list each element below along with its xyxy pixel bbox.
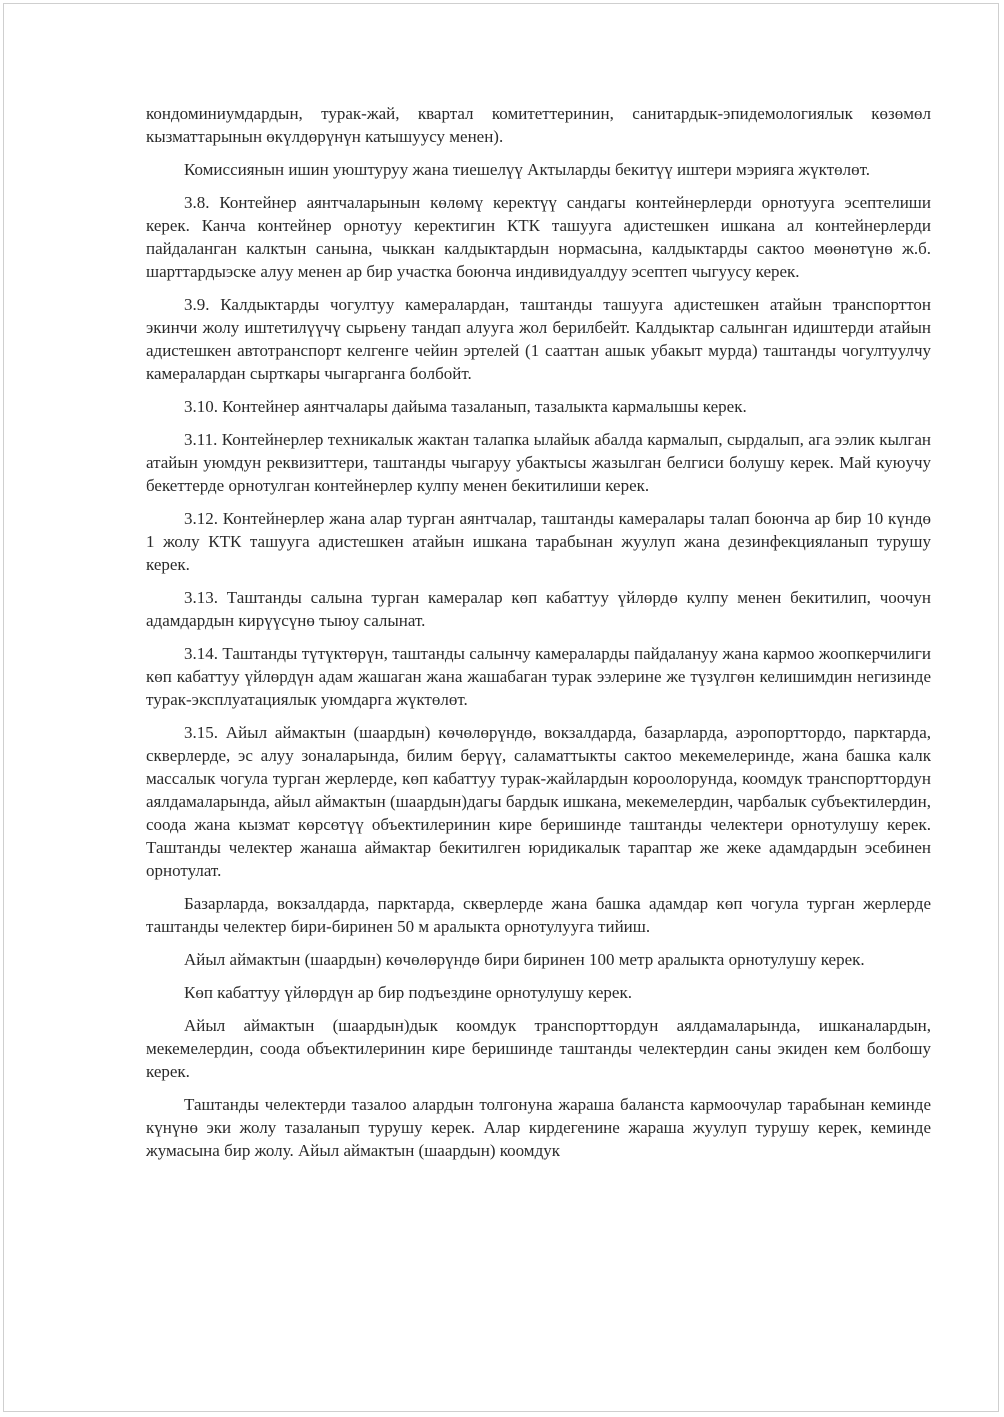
paragraph-3-9: 3.9. Калдыктарды чогултуу камералардан, таштанды ташууга адистешкен атайын транспорттон экинчи жолу иштетилүүчү сырьену тандап алууга жол берилбейт. Калдыктар салынган идиштерди атайын адистешкен автотранспорт келгенге чейин эртелей (1 сааттан ашык убакыт мурда) таштанды чогултуулчу камералардан сырткары чыгарганга болбойт. [146,295,931,383]
paragraph-3-14: 3.14. Таштанды түтүктөрүн, таштанды салынчу камераларды пайдалануу жана кармоо жоопкерчилиги көп кабаттуу үйлөрдүн адам жашаган жана жашабаган турак ээлерине же түзүлгөн келишимдин негизинде турак-эксплуатациялык уюмдарга жүктөлөт. [146,644,931,709]
paragraph-3-13: 3.13. Таштанды салына турган камералар көп кабаттуу үйлөрдө кулпу менен бекитилип, чоочун адамдардын кирүүсүнө тыюу салынат. [146,588,931,630]
document-page [3,3,999,1412]
paragraph-3-15: 3.15. Айыл аймактын (шаардын) көчөлөрүндө, вокзалдарда, базарларда, аэропорттордо, парктарда, скверлерде, эс алуу зоналарында, билим берүү, саламаттыкты сактоо мекемелеринде, жана башка калк массалык чогула турган жерлерде, көп кабаттуу турак-жайлардын короолорунда, коомдук транспорттордун аялдамаларында, айыл аймактын (шаардын)дагы бардык ишкана, мекемелердин, чарбалык субъектилердин, соода жана кызмат көрсөтүү объектилеринин кире беришинде таштанды челектери орнотулушу керек. Таштанды челектер жанаша аймактар бекитилген юридикалык тараптар же жеке адамдардын эсебинен орнотулат. [146,723,931,880]
paragraph-3-10: 3.10. Контейнер аянтчалары дайыма тазаланып, тазалыкта кармалышы керек. [184,397,747,416]
paragraph-commission: Комиссиянын ишин уюштуруу жана тиешелүү Актыларды бекитүү иштери мэрияга жүктөлөт. [184,160,871,179]
paragraph-continuation: кондоминиумдардын, турак-жай, квартал комитеттеринин, санитардык-эпидемологиялык көзөмөл кызматтарынын өкүлдөрүнүн катышуусу менен). [146,104,931,146]
paragraph-markets: Базарларда, вокзалдарда, парктарда, скверлерде жана башка адамдар көп чогула турган жерлерде таштанды челектер бири-биринен 50 м аралыкта орнотулууга тийиш. [146,894,931,936]
document-body [146,102,931,1162]
paragraph-entrances: Көп кабаттуу үйлөрдүн ар бир подъездине орнотулушу керек. [184,983,632,1002]
paragraph-streets: Айыл аймактын (шаардын) көчөлөрүндө бири биринен 100 метр аралыкта орнотулушу керек. [184,950,865,969]
paragraph-cleaning: Таштанды челектерди тазалоо алардын толгонуна жараша баланста кармоочулар тарабынан кеминде күнүнө эки жолу тазаланып турушу керек. Алар кирдегенине жараша жуулуп турушу керек, кеминде жумасына бир жолу. Айыл аймактын (шаардын) коомдук [146,1095,931,1160]
paragraph-3-8: 3.8. Контейнер аянтчаларынын көлөмү керектүү сандагы контейнерлерди орнотууга эсептелиши керек. Канча контейнер орнотуу керектигин КТК ташууга адистешкен ишкана ал контейнерлерди пайдаланган калктын санына, чыккан калдыктардын нормасына, калдыктарды сактоо мөөнөтүнө ж.б. шарттардыэске алуу менен ар бир участка боюнча индивидуалдуу эсептеп чыгуусу керек. [146,193,931,281]
paragraph-stops: Айыл аймактын (шаардын)дык коомдук транспорттордун аялдамаларында, ишканалардын, мекемелердин, соода объектилеринин кире беришинде таштанды челектердин саны экиден кем болбошу керек. [146,1016,931,1081]
paragraph-3-12: 3.12. Контейнерлер жана алар турган аянтчалар, таштанды камералары талап боюнча ар бир 10 күндө 1 жолу КТК ташууга адистешкен атайын ишкана тарабынан жуулуп жана дезинфекцияланып турушу керек. [146,509,931,574]
paragraph-3-11: 3.11. Контейнерлер техникалык жактан талапка ылайык абалда кармалып, сырдалып, ага ээлик кылган атайын уюмдун реквизиттери, таштанды чыгаруу убактысы жазылган белгиси болушу керек. Май куюучу бекеттерде орнотулган контейнерлер кулпу менен бекитилиши керек. [146,430,931,495]
